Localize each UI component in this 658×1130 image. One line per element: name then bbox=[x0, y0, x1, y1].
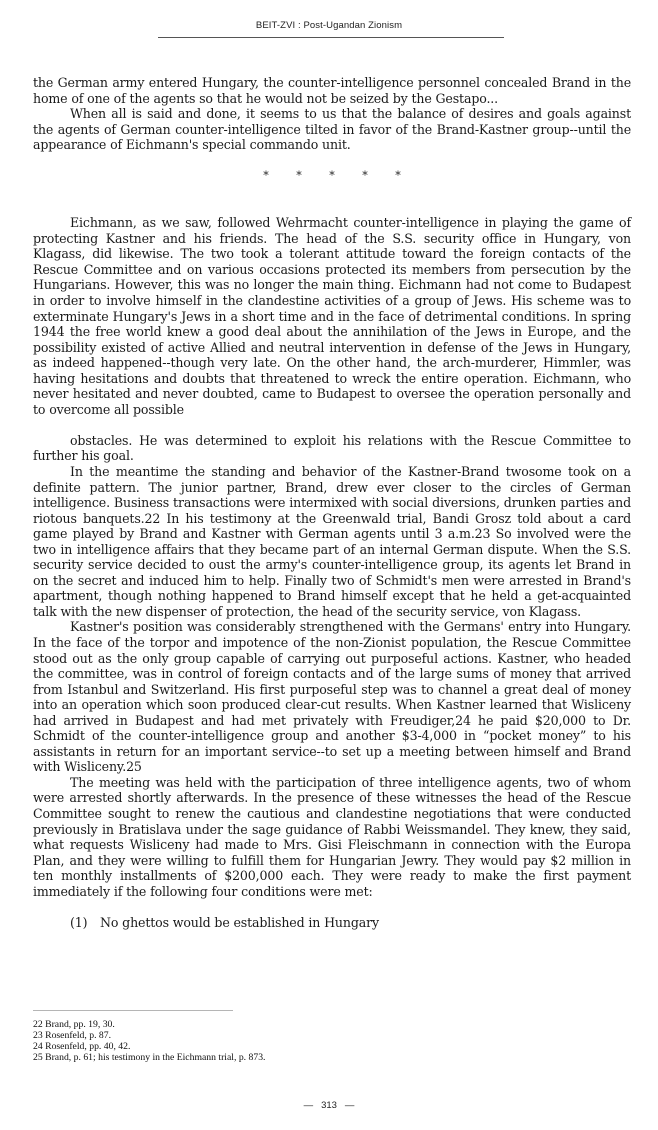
footnotes bbox=[33, 1019, 633, 1063]
footnote-24: 24 Rosenfeld, pp. 40, 42. bbox=[33, 1041, 131, 1052]
footnote-22: 22 Brand, pp. 19, 30. bbox=[33, 1019, 115, 1030]
paragraph: Kastner's position was considerably strengthened with the Germans' entry into Hungary. In the face of the torpor and impotence of the non-Zionist population, the Rescue Committee stood out as the only group capable of carrying out purposeful actions. Kastner, who headed the committee, was in control of foreign contacts and of the large sums of money that arrived from Istanbul and Switzerland. His first purposeful step was to channel a great deal of money into an operation which soon produced clear-cut results. When Kastner learned that Wisliceny had arrived in Budapest and had met privately with Freudiger,24 he paid $20,000 to Dr. Schmidt of the counter-intelligence group and another $3-4,000 in “pocket money” to his assistants in return for an important service--to set up a meeting between himself and Brand with Wisliceny.25 bbox=[33, 619, 631, 775]
paragraph: Eichmann, as we saw, followed Wehrmacht counter-intelligence in playing the game of protecting Kastner and his friends. The head of the S.S. security office in Hungary, von Klagass, did likewise. The two took a tolerant attitude toward the foreign contacts of the Rescue Committee and on various occasions protected its members from persecution by the Hungarians. However, this was no longer the main thing. Eichmann had not come to Budapest in order to involve himself in the clandestine activities of a group of Jews. His scheme was to exterminate Hungary's Jews in a short time and in the face of detrimental conditions. In spring 1944 the free world knew a good deal about the annihilation of the Jews in Europe, and the possibility existed of active Allied and neutral intervention in defense of the Jews in Hungary, as indeed happened--though very late. On the other hand, the arch-murderer, Himmler, was having hesitations and doubts that threatened to wreck the entire operation. Eichmann, who never hesitated and never doubted, came to Budapest to oversee the operation personally and to overcome all possible bbox=[33, 215, 631, 417]
folio-dash-right: — bbox=[344, 1100, 355, 1111]
footnote-rule bbox=[33, 1010, 233, 1011]
page-number: 313 bbox=[321, 1100, 337, 1111]
page-footer bbox=[0, 1100, 658, 1111]
paragraph-continued: obstacles. He was determined to exploit his relations with the Rescue Committee to further his goal. bbox=[33, 432, 631, 464]
paragraph: When all is said and done, it seems to us that the balance of desires and goals against the agents of German counter-intelligence tilted in favor of the Brand-Kastner group--until the appearance of Eichmann's special commando unit. bbox=[33, 106, 631, 153]
list-item-text: No ghettos would be established in Hungary bbox=[100, 914, 379, 930]
header-rule bbox=[158, 37, 504, 38]
paragraph: The meeting was held with the participation of three intelligence agents, two of whom were arrested shortly afterwards. In the presence of these witnesses the head of the Rescue Committee sought to renew the cautious and clandestine negotiations that were conducted previously in Bratislava under the sage guidance of Rabbi Weissmandel. They knew, they said, what requests Wisliceny had made to Mrs. Gisi Fleischmann in connection with the Europa Plan, and they were willing to fulfill them for Hungarian Jewry. They would pay $2 million in ten monthly installments of $200,000 each. They were ready to make the first payment immediately if the following four conditions were met: bbox=[33, 774, 631, 899]
paragraph: In the meantime the standing and behavior of the Kastner-Brand twosome took on a definite pattern. The junior partner, Brand, drew ever closer to the circles of German intelligence. Business transactions were intermixed with social diversions, drunken parties and riotous banquets.22 In his testimony at the Greenwald trial, Bandi Grosz told about a card game played by Brand and Kastner with German agents until 3 a.m.23 So involved were the two in intelligence affairs that they became part of an internal German dispute. When the S.S. security service decided to oust the army's counter-intelligence group, its agents let Brand in on the secret and induced him to help. Finally two of Schmidt's men were arrested in Brand's apartment, though nothing happened to Brand himself except that he held a get-acquainted talk with the new dispenser of protection, the head of the security service, von Klagass. bbox=[33, 463, 631, 619]
running-header-title: BEIT-ZVI : Post-Ugandan Zionism bbox=[255, 20, 403, 31]
main-text-column bbox=[33, 75, 631, 930]
paragraph-continued: the German army entered Hungary, the counter-intelligence personnel concealed Brand in the home of one of the agents so that he would not be seized by the Gestapo... bbox=[33, 75, 631, 106]
footnote-25: 25 Brand, p. 61; his testimony in the Eichmann trial, p. 873. bbox=[33, 1052, 266, 1063]
folio-dash-left: — bbox=[303, 1100, 314, 1111]
footnote-23: 23 Rosenfeld, p. 87. bbox=[33, 1030, 112, 1041]
list-item-number: (1) bbox=[70, 914, 88, 930]
condition-list-item bbox=[33, 915, 631, 931]
section-break: * * * * * bbox=[263, 168, 413, 182]
